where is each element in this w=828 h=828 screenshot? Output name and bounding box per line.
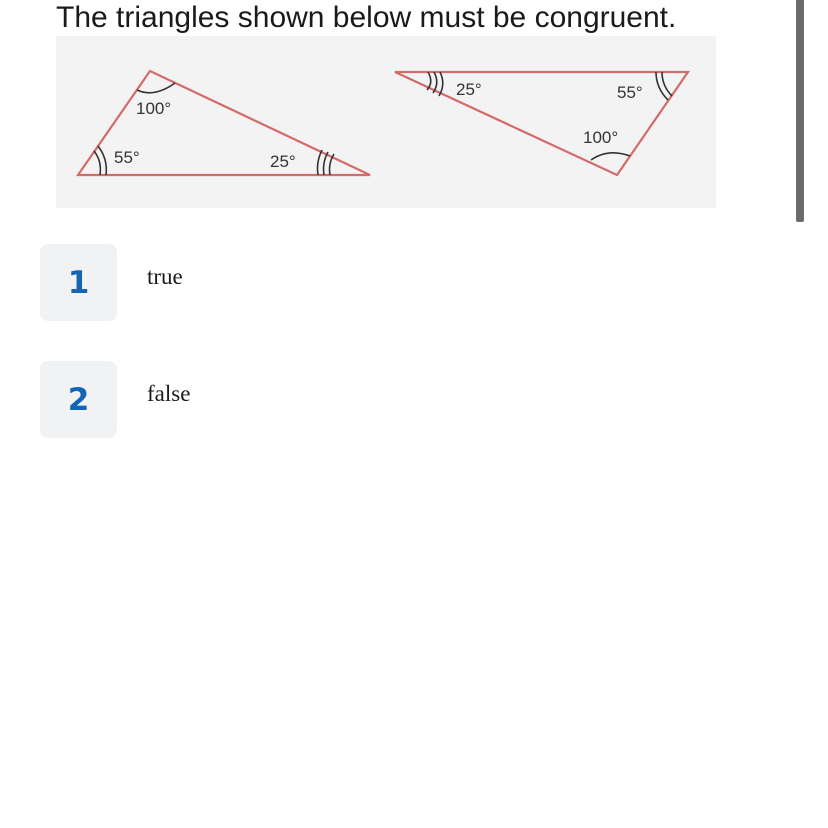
- congruence-figure: [56, 36, 716, 208]
- scrollbar[interactable]: [796, 0, 804, 222]
- option-key-2[interactable]: 2: [40, 361, 117, 438]
- angle-arc-left-1: [94, 151, 100, 175]
- option-label-false[interactable]: false: [147, 381, 191, 406]
- triangle-right-shape: [395, 72, 688, 175]
- option-label-true[interactable]: true: [147, 264, 183, 289]
- option-key-1[interactable]: 1: [40, 244, 117, 321]
- triangle-left: [78, 71, 370, 175]
- triangle-right: [395, 72, 688, 175]
- label-right-left: 25°: [456, 80, 482, 99]
- option-false[interactable]: [40, 361, 540, 439]
- angle-arc-r-bottom: [591, 153, 630, 160]
- label-right-bottom: 100°: [583, 128, 619, 147]
- option-true[interactable]: [40, 244, 540, 322]
- triangles-svg: [56, 36, 716, 208]
- label-left-left: 55°: [114, 148, 140, 167]
- label-left-right: 25°: [270, 152, 296, 171]
- angle-arc-r-right-2: [662, 72, 672, 96]
- question-text: The triangles shown below must be congruent.: [56, 1, 677, 34]
- label-left-top: 100°: [136, 99, 172, 118]
- label-right-right: 55°: [617, 83, 643, 102]
- angle-arc-top-left-triangle: [137, 83, 175, 93]
- angle-arc-right-1: [318, 150, 323, 175]
